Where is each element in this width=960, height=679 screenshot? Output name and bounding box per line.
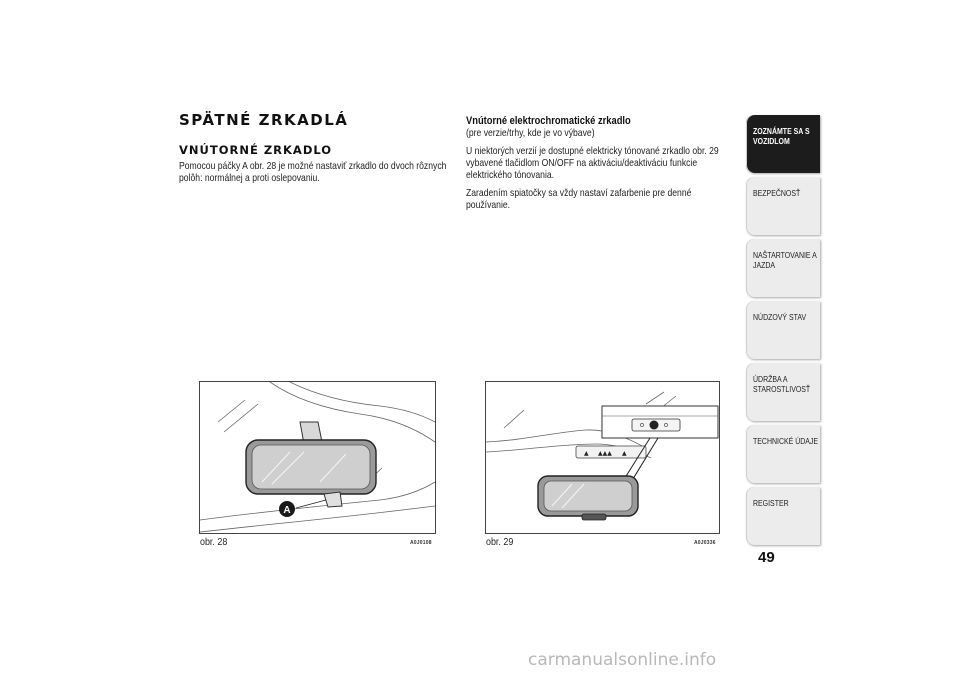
body-text-line: vybavené tlačidlom ON/OFF na aktiváciu/deaktiváciu funkcie (466, 157, 698, 169)
tab-register[interactable]: REGISTER (746, 487, 820, 545)
tab-udrzba[interactable]: ÚDRŽBA A STAROSTLIVOSŤ (746, 363, 820, 421)
figure-29 (485, 381, 720, 534)
electrochromic-mirror-illustration (486, 382, 719, 533)
body-text-line: Zaradením spiatočky sa vždy nastaví zafarbenie pre denné (466, 187, 692, 199)
label-a-text: A (283, 505, 291, 516)
body-text-line: U niektorých verzií je dostupné elektricky tónované zrkadlo obr. 29 (466, 145, 719, 157)
body-text-line: Pomocou páčky A obr. 28 je možné nastaviť zrkadlo do dvoch rôznych (179, 160, 447, 172)
watermark: carmanualsonline.info (528, 650, 717, 670)
body-text-line: polôh: normálnej a proti oslepovaniu. (179, 172, 320, 184)
svg-text:▲: ▲ (584, 450, 589, 457)
section-title: SPÄTNÉ ZRKADLÁ (179, 111, 349, 129)
tab-nastartovanie[interactable]: NAŠTARTOVANIE A JAZDA (746, 239, 820, 297)
body-text-line: elektrického tónovania. (466, 169, 555, 181)
svg-text:▲: ▲ (622, 450, 627, 457)
page-number: 49 (758, 549, 775, 566)
figure-code: A0J0336 (694, 540, 716, 546)
mirror-lever-illustration (200, 382, 435, 533)
figure-code: A0J0108 (410, 540, 432, 546)
tab-nudzovy-stav[interactable]: NÚDZOVÝ STAV (746, 301, 820, 359)
right-heading: Vnútorné elektrochromatické zrkadlo (466, 115, 631, 127)
right-note: (pre verzie/trhy, kde je vo výbave) (466, 127, 595, 139)
tab-technicke-udaje[interactable]: TECHNICKÉ ÚDAJE (746, 425, 820, 483)
body-text-line: používanie. (466, 199, 511, 211)
figure-caption: obr. 28 (200, 536, 228, 548)
figure-28 (199, 381, 436, 534)
tab-bezpecnost[interactable]: BEZPEČNOSŤ (746, 177, 820, 235)
subsection-title: VNÚTORNÉ ZRKADLO (179, 143, 333, 157)
svg-text:▲▲▲: ▲▲▲ (598, 450, 612, 457)
on-off-button-marker (650, 421, 659, 430)
tab-zoznamte-sa[interactable]: ZOZNÁMTE SA S VOZIDLOM (746, 115, 820, 173)
figure-caption: obr. 29 (486, 536, 514, 548)
